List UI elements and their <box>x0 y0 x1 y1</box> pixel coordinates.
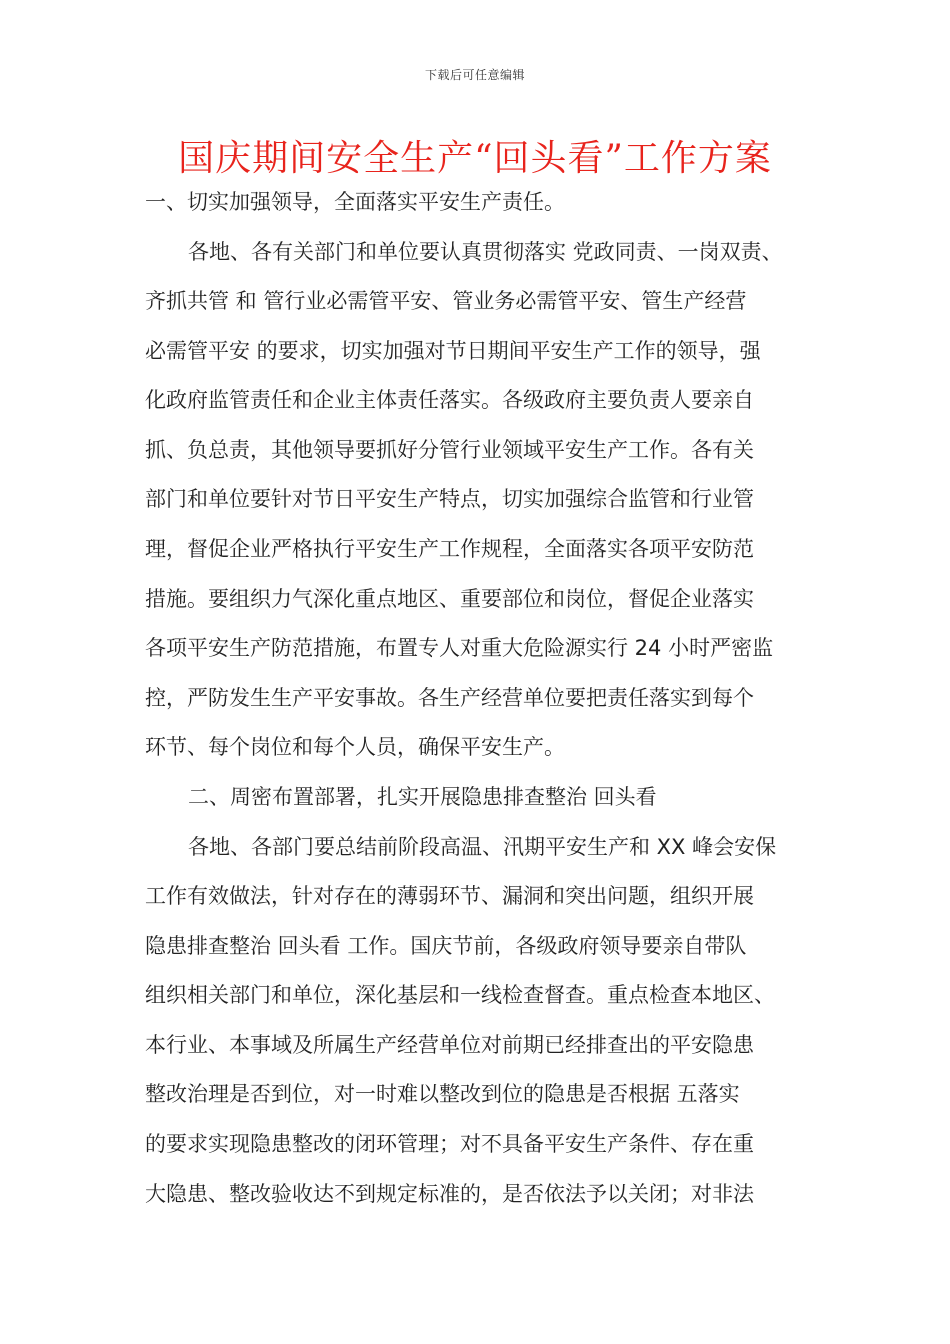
paragraph-line: 的要求实现隐患整改的闭环管理；对不具备平安生产条件、存在重 <box>145 1132 754 1156</box>
paragraph-line: 必需管平安 的要求，切实加强对节日期间平安生产工作的领导，强 <box>145 339 761 363</box>
paragraph-line: 大隐患、整改验收达不到规定标准的，是否依法予以关闭；对非法 <box>145 1182 754 1206</box>
paragraph-line: 组织相关部门和单位，深化基层和一线检查督查。重点检查本地区、 <box>145 983 775 1007</box>
paragraph-line: 理，督促企业严格执行平安生产工作规程，全面落实各项平安防范 <box>145 537 754 561</box>
paragraph-line: 控，严防发生生产平安事故。各生产经营单位要把责任落实到每个 <box>145 686 754 710</box>
paragraph-line: 齐抓共管 和 管行业必需管平安、管业务必需管平安、管生产经营 <box>145 289 747 313</box>
paragraph-line: 部门和单位要针对节日平安生产特点，切实加强综合监管和行业管 <box>145 487 754 511</box>
paragraph-line: 抓、负总责，其他领导要抓好分管行业领域平安生产工作。各有关 <box>145 438 754 462</box>
paragraph-line: 各地、各部门要总结前阶段高温、汛期平安生产和 XX 峰会安保 <box>188 835 777 859</box>
paragraph-line: 隐患排查整治 回头看 工作。国庆节前，各级政府领导要亲自带队 <box>145 934 747 958</box>
document-title: 国庆期间安全生产“回头看”工作方案 <box>178 138 772 179</box>
header-note: 下载后可任意编辑 <box>424 68 525 82</box>
paragraph-line: 措施。要组织力气深化重点地区、重要部位和岗位，督促企业落实 <box>145 587 754 611</box>
paragraph-line: 工作有效做法，针对存在的薄弱环节、漏洞和突出问题，组织开展 <box>145 884 754 908</box>
paragraph-line: 环节、每个岗位和每个人员，确保平安生产。 <box>145 735 565 759</box>
paragraph-line: 整改治理是否到位，对一时难以整改到位的隐患是否根据 五落实 <box>145 1082 740 1106</box>
paragraph-line: 各项平安生产防范措施，布置专人对重大危险源实行 24 小时严密监 <box>145 636 774 660</box>
paragraph-line: 化政府监管责任和企业主体责任落实。各级政府主要负责人要亲自 <box>145 388 754 412</box>
paragraph-line: 本行业、本事域及所属生产经营单位对前期已经排查出的平安隐患 <box>145 1033 754 1057</box>
section-heading: 一、切实加强领导，全面落实平安生产责任。 <box>145 190 565 214</box>
paragraph-line: 各地、各有关部门和单位要认真贯彻落实 党政同责、一岗双责、 <box>188 240 783 264</box>
section-heading: 二、周密布置部署，扎实开展隐患排查整治 回头看 <box>188 785 657 809</box>
